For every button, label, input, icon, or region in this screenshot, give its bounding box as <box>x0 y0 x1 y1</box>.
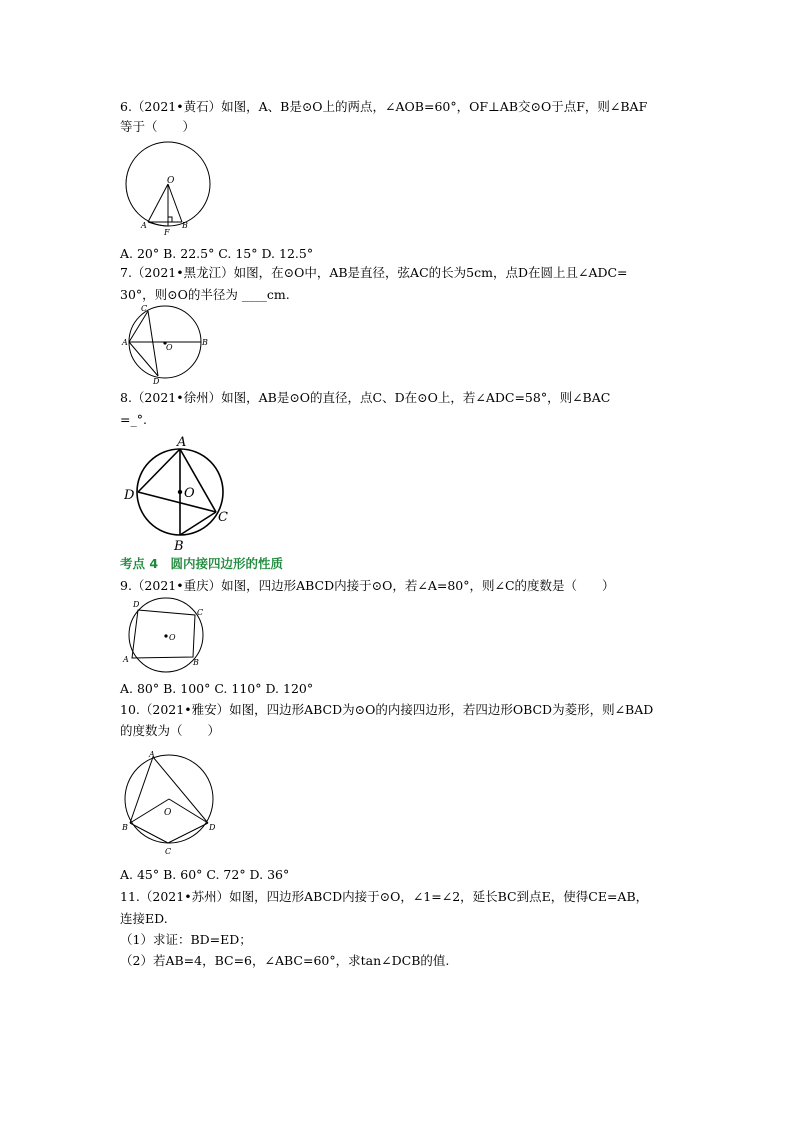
q7-figure <box>120 302 212 388</box>
q10-label-B: B <box>122 823 128 832</box>
q8-label-C: C <box>218 510 228 525</box>
q6-label-A: A <box>141 221 147 230</box>
q9-figure <box>120 597 216 675</box>
q10-text-line2: 的度数为（ ） <box>120 723 221 738</box>
q9-text-line1: 9.（2021•重庆）如图，四边形ABCD内接于⊙O，若∠A=80°，则∠C的度数是（ ） <box>120 578 615 593</box>
q8-label-A: A <box>177 435 187 450</box>
q9-label-B: B <box>193 658 199 667</box>
q8-figure <box>118 430 238 554</box>
q11-text-line1: 11.（2021•苏州）如图，四边形ABCD内接于⊙O，∠1=∠2，延长BC到点E，使得CE=AB， <box>120 889 649 904</box>
q6-label-O: O <box>167 176 175 186</box>
q9-label-A: A <box>123 655 129 664</box>
q10-label-A: A <box>149 750 155 759</box>
q6-text-line1: 6.（2021•黄石）如图，A、B是⊙O上的两点，∠AOB=60°，OF⊥AB交⊙O于点F，则∠BAF <box>120 99 648 114</box>
q10-figure <box>120 748 226 860</box>
q8-label-B: B <box>174 539 184 554</box>
q11-part1: （1）求证：BD=ED； <box>120 932 252 947</box>
section-4-heading: 考点 4 圆内接四边形的性质 <box>120 556 284 571</box>
q8-label-D: D <box>124 488 135 503</box>
q8-text-line1: 8.（2021•徐州）如图，AB是⊙O的直径，点C、D在⊙O上，若∠ADC=58°，则∠BAC <box>120 390 611 405</box>
q9-label-O: O <box>169 633 176 642</box>
q10-options: A. 45° B. 60° C. 72° D. 36° <box>120 867 290 882</box>
q10-label-C: C <box>165 847 172 856</box>
q7-label-B: B <box>202 338 208 347</box>
q10-text-line1: 10.（2021•雅安）如图，四边形ABCD为⊙O的内接四边形，若四边形OBCD为菱形，则∠BAD <box>120 702 654 717</box>
q10-label-O: O <box>164 808 172 818</box>
q8-text-line2: =_°. <box>120 412 147 427</box>
q7-label-D: D <box>153 377 160 386</box>
q6-options: A. 20° B. 22.5° C. 15° D. 12.5° <box>120 246 314 261</box>
q7-label-C: C <box>141 304 148 313</box>
q6-figure <box>120 140 220 240</box>
q6-label-F: F <box>164 228 170 237</box>
q7-text-line1: 7.（2021•黑龙江）如图，在⊙O中，AB是直径，弦AC的长为5cm，点D在圆上且∠ADC= <box>120 265 628 280</box>
q6-text-line2: 等于（ ） <box>120 119 196 134</box>
q7-label-A: A <box>122 338 128 347</box>
q7-text-line2: 30°，则⊙O的半径为 ____cm. <box>120 287 290 302</box>
q11-part2: （2）若AB=4，BC=6，∠ABC=60°，求tan∠DCB的值. <box>120 953 450 968</box>
q9-options: A. 80° B. 100° C. 110° D. 120° <box>120 681 314 696</box>
q7-label-O: O <box>166 343 173 352</box>
q6-label-B: B <box>182 221 188 230</box>
q9-label-D: D <box>133 600 140 609</box>
q11-text-line2: 连接ED. <box>120 911 168 926</box>
q9-label-C: C <box>197 608 204 617</box>
q10-label-D: D <box>209 823 216 832</box>
q8-label-O: O <box>184 486 195 501</box>
